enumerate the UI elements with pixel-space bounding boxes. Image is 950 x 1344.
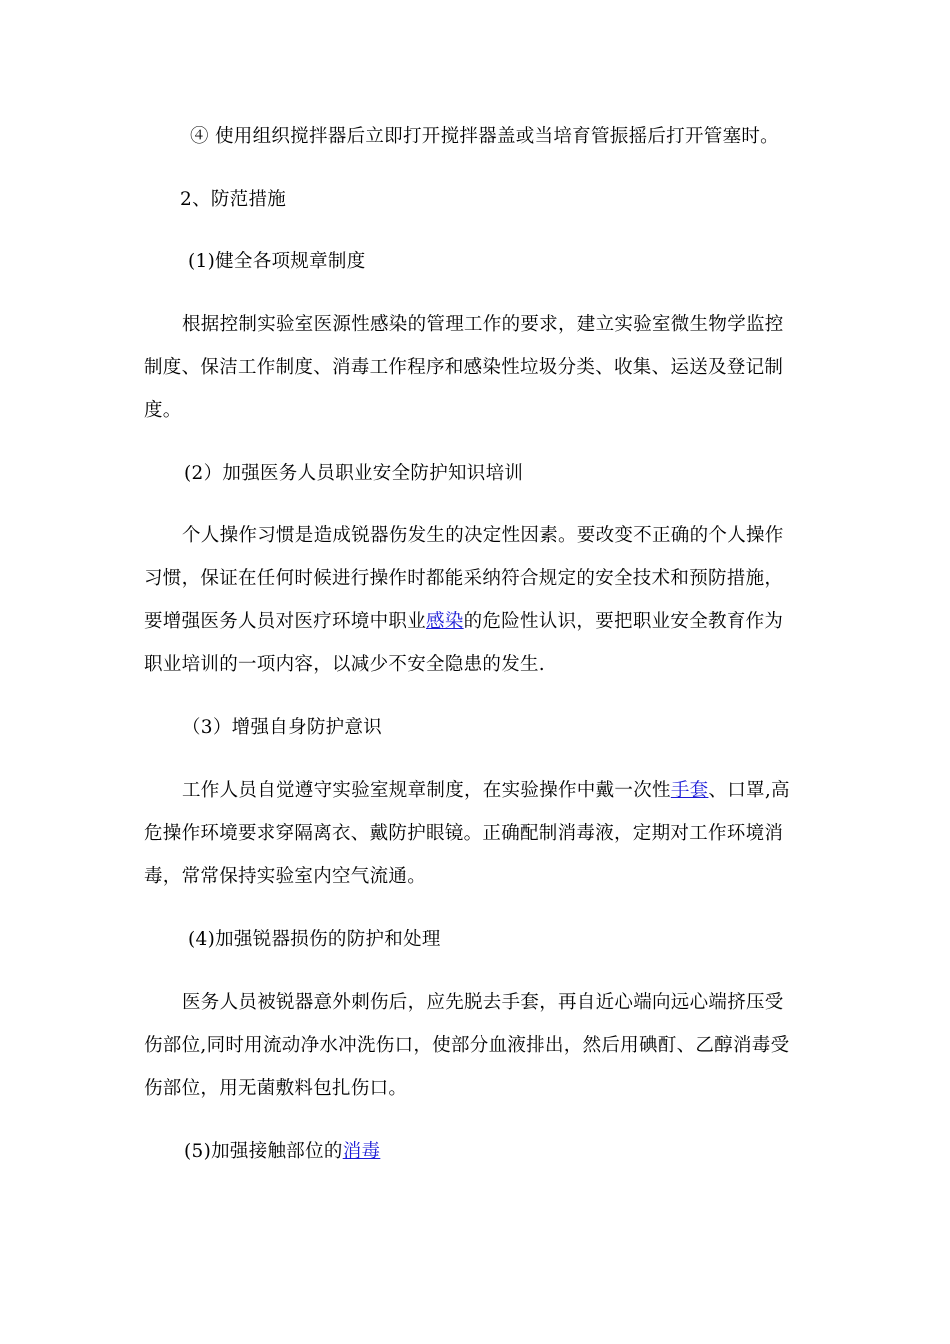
paragraph-3-line-1-text-start: 工作人员自觉遵守实验室规章制度，在实验操作中戴一次性 — [182, 780, 671, 801]
paragraph-3-line-3: 毒，常常保持实验室内空气流通。 — [144, 866, 427, 887]
gloves-link[interactable]: 手套 — [670, 780, 709, 801]
paragraph-3-line-1 — [182, 780, 790, 802]
paragraph-3-line-2: 危操作环境要求穿隔离衣、戴防护眼镜。正确配制消毒液，定期对工作环境消 — [144, 823, 784, 844]
paragraph-2-line-1: 个人操作习惯是造成锐器伤发生的决定性因素。要改变不正确的个人操作 — [182, 525, 784, 546]
paragraph-1-line-1: 根据控制实验室医源性感染的管理工作的要求，建立实验室微生物学监控 — [182, 314, 784, 335]
disinfection-link[interactable]: 消毒 — [342, 1141, 381, 1162]
paragraph-1-line-2: 制度、保洁工作制度、消毒工作程序和感染性垃圾分类、收集、运送及登记制 — [144, 357, 784, 378]
paragraph-4-line-1: 医务人员被锐器意外刺伤后，应先脱去手套，再自近心端向远心端挤压受 — [182, 992, 784, 1013]
subsection-heading-3: （3）增强自身防护意识 — [182, 717, 383, 738]
paragraph-2-line-3-text-end: 的危险性认识，要把职业安全教育作为 — [463, 611, 784, 632]
subsection-heading-1: (1)健全各项规章制度 — [188, 251, 366, 272]
paragraph-2-line-3 — [144, 611, 783, 633]
subsection-heading-5-text: (5)加强接触部位的 — [184, 1141, 343, 1162]
paragraph-2-line-2: 习惯，保证在任何时候进行操作时都能采纳符合规定的安全技术和预防措施， — [144, 568, 784, 589]
subsection-heading-5 — [184, 1141, 380, 1163]
paragraph-4-line-2: 伤部位,同时用流动净水冲洗伤口，使部分血液排出，然后用碘酊、乙醇消毒受 — [144, 1035, 790, 1056]
subsection-heading-2: (2）加强医务人员职业安全防护知识培训 — [184, 463, 524, 484]
list-item-4: ④ 使用组织搅拌器后立即打开搅拌器盖或当培育管振摇后打开管塞时。 — [190, 126, 779, 147]
paragraph-3-line-1-text-end: 、口罩,高 — [708, 780, 790, 801]
paragraph-1-line-3: 度。 — [144, 400, 182, 421]
subsection-heading-4: (4)加强锐器损伤的防护和处理 — [188, 929, 441, 950]
paragraph-2-line-3-text-start: 要增强医务人员对医疗环境中职业 — [144, 611, 427, 632]
infection-link[interactable]: 感染 — [426, 611, 464, 632]
paragraph-2-line-4: 职业培训的一项内容，以减少不安全隐患的发生. — [144, 654, 545, 675]
section-heading: 2、防范措施 — [180, 189, 287, 210]
paragraph-4-line-3: 伤部位，用无菌敷料包扎伤口。 — [144, 1078, 408, 1099]
